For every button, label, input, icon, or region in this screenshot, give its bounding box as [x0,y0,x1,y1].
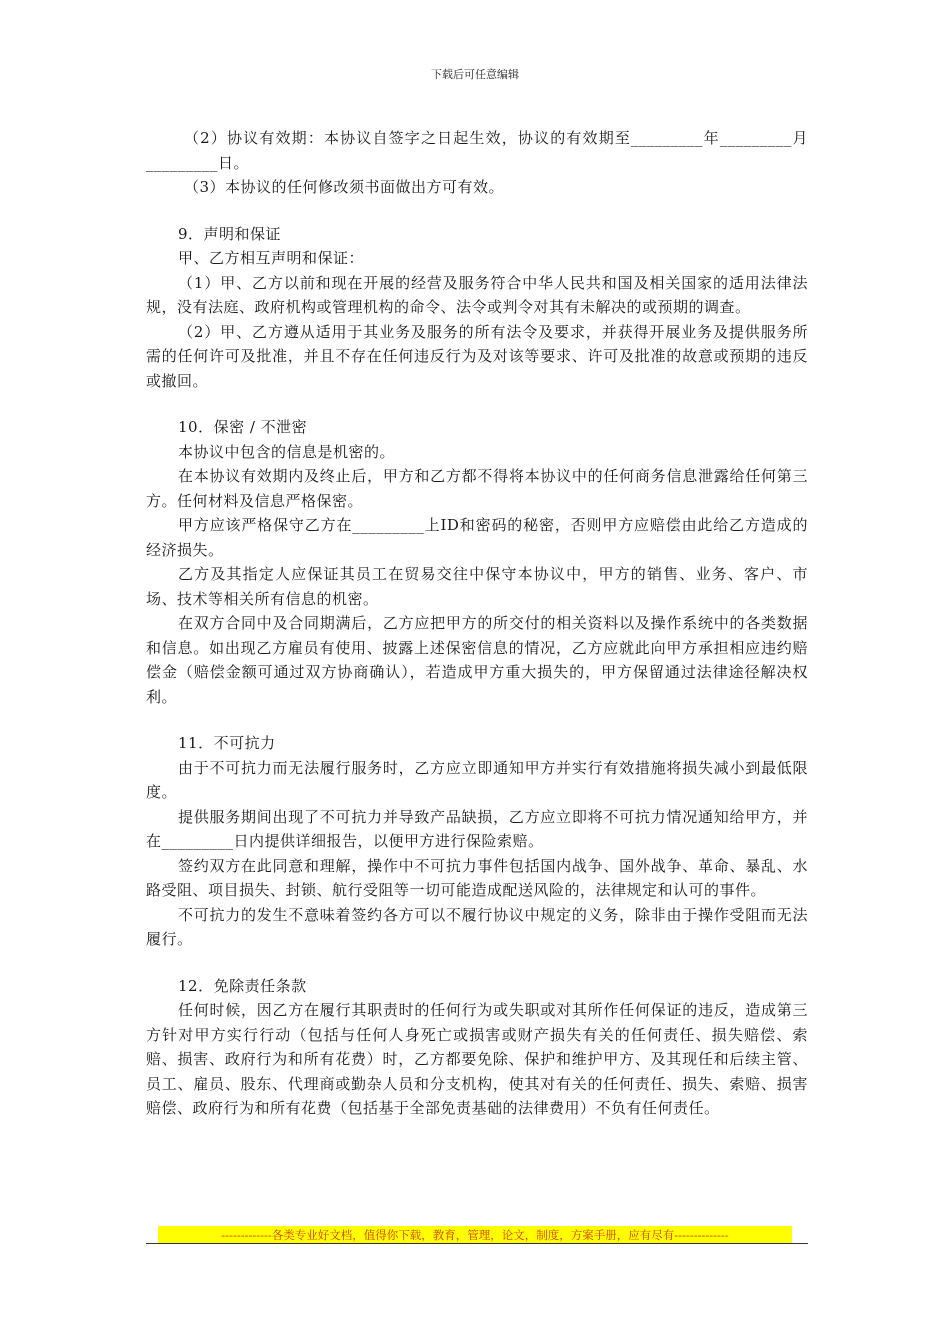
section-11-para-3: 签约双方在此同意和理解，操作中不可抗力事件包括国内战争、国外战争、革命、暴乱、水路受阻、项目损失、封锁、航行受阻等一切可能造成配送风险的，法律规定和认可的事件。 [146,856,808,899]
section-9-heading: 9．声明和保证 [178,224,282,243]
section-10-para-2: 在本协议有效期内及终止后，甲方和乙方都不得将本协议中的任何商务信息泄露给任何第三方。任何材料及信息严格保密。 [146,467,808,510]
section-10-para-5: 在双方合同中及合同期满后，乙方应把甲方的所交付的相关资料以及操作系统中的各类数据和信息。如出现乙方雇员有使用、披露上述保密信息的情况，乙方应就此向甲方承担相应违约赔偿金（赔偿金额可通过双方协商确认），若造成甲方重大损失的，甲方保留通过法律途径解决权利。 [146,614,808,706]
clause-8-2: （2）协议有效期：本协议自签字之日起生效，协议的有效期至_________年_________月_________日。 [146,129,808,172]
section-12-heading: 12．免除责任条款 [178,976,307,995]
document-body [146,126,808,1121]
clause-9-1: （1）甲、乙方以前和现在开展的经营及服务符合中华人民共和国及相关国家的适用法律法规，没有法庭、政府机构或管理机构的命令、法令或判令对其有未解决的或预期的调查。 [146,273,808,316]
section-11-para-4: 不可抗力的发生不意味着签约各方可以不履行协议中规定的义务，除非由于操作受阻而无法履行。 [146,905,808,948]
section-11-para-1: 由于不可抗力而无法履行服务时，乙方应立即通知甲方并实行有效措施将损失减小到最低限度。 [146,758,808,801]
clause-8-3: （3）本协议的任何修改须书面做出方可有效。 [184,178,505,196]
section-12-para-1: 任何时候，因乙方在履行其职责时的任何行为或失职或对其所作任何保证的违反，造成第三方针对甲方实行行动（包括与任何人身死亡或损害或财产损失有关的任何责任、损失赔偿、索赔、损害、政府行为和所有花费）时，乙方都要免除、保护和维护甲方、及其现任和后续主管、员工、雇员、股东、代理商或勤杂人员和分支机构，使其对有关的任何责任、损失、索赔、损害赔偿、政府行为和所有花费（包括基于全部免责基础的法律费用）不负有任何责任。 [146,1001,808,1117]
section-11-para-2: 提供服务期间出现了不可抗力并导致产品缺损，乙方应立即将不可抗力情况通知给甲方，并在_________日内提供详细报告，以便甲方进行保险索赔。 [146,807,808,850]
section-11-heading: 11．不可抗力 [178,734,276,752]
section-10-para-4: 乙方及其指定人应保证其员工在贸易交往中保守本协议中，甲方的销售、业务、客户、市场、技术等相关所有信息的机密。 [146,565,808,608]
section-10-heading: 10．保密 / 不泄密 [178,418,308,436]
section-10-para-3: 甲方应该严格保守乙方在_________上ID和密码的秘密，否则甲方应赔偿由此给乙方造成的经济损失。 [146,516,808,559]
clause-9-2: （2）甲、乙方遵从适用于其业务及服务的所有法令及要求，并获得开展业务及提供服务所需的任何许可及批准，并且不存在任何违反行为及对该等要求、许可及批准的故意或预期的违反或撤回。 [146,322,808,390]
section-10-para-1: 本协议中包含的信息是机密的。 [178,442,396,461]
footer-divider [146,1243,808,1244]
section-9-intro: 甲、乙方相互声明和保证： [178,249,365,267]
page-header: 下载后可任意编辑 [431,68,519,81]
footer-banner: -------------各类专业好文档，值得你下载，教育，管理，论文，制度，方案手册，应有尽有-------------- [158,1226,792,1244]
